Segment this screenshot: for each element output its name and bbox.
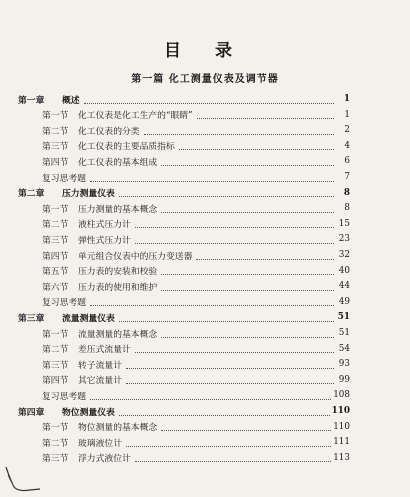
toc-section-row xyxy=(0,420,410,434)
toc-page-number: 110 xyxy=(333,421,350,432)
toc-page-number: 93 xyxy=(338,359,350,370)
toc-page-number: 99 xyxy=(338,374,350,385)
toc-entry-title: 压力测量仪表 xyxy=(62,189,115,200)
toc-section-row xyxy=(0,435,410,449)
toc-page-number: 6 xyxy=(344,156,350,167)
toc-entry-title: 流量测量仪表 xyxy=(62,313,115,324)
dot-leader xyxy=(179,141,334,150)
toc-entry-number: 第三章 xyxy=(18,313,45,324)
toc-section-row xyxy=(0,154,410,168)
toc-entry-title: 流量测量的基本概念 xyxy=(78,329,158,340)
dot-leader xyxy=(135,219,334,228)
dot-leader xyxy=(84,95,334,104)
toc-page-number: 32 xyxy=(338,250,350,260)
dot-leader xyxy=(161,282,334,291)
toc-page-number: 110 xyxy=(331,406,350,416)
toc-section-row xyxy=(0,373,410,387)
dot-leader xyxy=(126,360,334,369)
page-title: 目 录 xyxy=(164,41,246,61)
toc-entry-title: 其它流量计 xyxy=(78,376,122,387)
toc-entry-title: 复习思考题 xyxy=(42,298,86,309)
toc-entry-number: 第一节 xyxy=(42,111,69,122)
toc-entry-number: 第一章 xyxy=(18,95,45,106)
toc-entry-number: 第六节 xyxy=(42,282,69,293)
toc-section-row xyxy=(0,342,410,356)
dot-leader xyxy=(161,266,334,275)
toc-page-number: 111 xyxy=(333,437,350,448)
toc-entry-number: 第三节 xyxy=(42,235,69,246)
toc-page-number: 49 xyxy=(338,296,350,307)
toc-entry-title: 物位测量仪表 xyxy=(62,407,115,418)
toc-review-row xyxy=(0,295,410,309)
dot-leader xyxy=(161,422,331,431)
toc-entry-number: 第三节 xyxy=(42,360,69,371)
toc-page-number: 113 xyxy=(333,452,350,463)
toc-page-number: 108 xyxy=(333,390,350,401)
toc-section-row xyxy=(0,139,410,153)
toc-entry-title: 压力测量的基本概念 xyxy=(78,204,158,215)
dot-leader xyxy=(135,453,331,462)
dot-leader xyxy=(144,126,334,135)
toc-entry-title: 化工仪表的主要品质指标 xyxy=(78,142,175,153)
toc-page-number: 15 xyxy=(338,218,350,229)
toc-entry-number: 第四节 xyxy=(42,376,69,387)
dot-leader xyxy=(135,235,334,244)
toc-section-row xyxy=(0,451,410,465)
toc-page-number: 1 xyxy=(344,109,350,120)
toc-section-row xyxy=(0,357,410,371)
dot-leader xyxy=(90,173,334,182)
toc-page-number: 8 xyxy=(343,187,350,198)
toc-chapter-row xyxy=(0,404,410,418)
toc-page-number: 51 xyxy=(337,312,350,323)
dot-leader xyxy=(161,157,334,166)
toc-section-row xyxy=(0,248,410,262)
toc-chapter-row xyxy=(0,186,410,200)
toc-page-number: 40 xyxy=(338,265,350,276)
toc-entry-title: 单元组合仪表中的压力变送器 xyxy=(78,251,193,262)
toc-section-row xyxy=(0,123,410,137)
dot-leader xyxy=(119,188,334,197)
toc-entry-title: 玻璃液位计 xyxy=(78,438,122,449)
toc-entry-title: 弹性式压力计 xyxy=(78,235,131,246)
toc-entry-title: 压力表的安装和校验 xyxy=(78,267,158,278)
toc-section-row xyxy=(0,326,410,340)
dot-leader xyxy=(90,391,331,400)
toc-entry-title: 物位测量的基本概念 xyxy=(78,423,158,434)
toc-entry-title: 概述 xyxy=(62,95,80,106)
toc-chapter-row xyxy=(0,310,410,324)
dot-leader xyxy=(197,110,334,119)
toc-entry-number: 第四节 xyxy=(42,251,69,262)
toc-entry-number: 第二节 xyxy=(42,345,69,356)
toc-section-row xyxy=(0,201,410,215)
dot-leader xyxy=(196,251,334,260)
toc-entry-number: 第三节 xyxy=(42,454,69,465)
toc-review-row xyxy=(0,388,410,402)
toc-page-number: 51 xyxy=(338,328,350,338)
toc-entry-number: 第二节 xyxy=(42,220,69,231)
toc-page-number: 4 xyxy=(344,140,350,151)
dot-leader xyxy=(161,329,334,338)
dot-leader xyxy=(119,313,334,322)
toc-entry-title: 化工仪表是化工生产的“眼睛” xyxy=(78,111,193,122)
toc-section-row xyxy=(0,217,410,231)
toc-chapter-row xyxy=(0,92,410,106)
toc-review-row xyxy=(0,170,410,184)
toc-entry-title: 差压式流量计 xyxy=(78,345,131,356)
dot-leader xyxy=(161,204,334,213)
toc-page-number: 23 xyxy=(338,234,350,245)
toc-entry-title: 化工仪表的基本组成 xyxy=(78,157,158,168)
toc-entry-title: 复习思考题 xyxy=(42,391,86,402)
toc-entry-title: 化工仪表的分类 xyxy=(78,126,140,137)
toc-entry-title: 压力表的使用和维护 xyxy=(78,282,158,293)
toc-page-number: 7 xyxy=(344,172,350,182)
toc-page-number: 8 xyxy=(344,203,350,214)
toc-entry-title: 复习思考题 xyxy=(42,173,86,184)
toc-section-row xyxy=(0,108,410,122)
dot-leader xyxy=(90,297,334,306)
toc-entry-number: 第一节 xyxy=(42,423,69,434)
toc-page-number: 44 xyxy=(338,281,350,292)
toc-entry-number: 第二节 xyxy=(42,126,69,137)
dot-leader xyxy=(126,375,334,384)
toc-entry-title: 转子流量计 xyxy=(78,360,122,371)
toc-section-row xyxy=(0,279,410,293)
toc-page-number: 1 xyxy=(343,94,350,104)
toc-entry-number: 第五节 xyxy=(42,267,69,278)
toc-entry-title: 浮力式液位计 xyxy=(78,454,131,465)
toc-section-row xyxy=(0,264,410,278)
toc-entry-number: 第二章 xyxy=(18,189,45,200)
toc-entry-number: 第一节 xyxy=(42,204,69,215)
toc-entry-number: 第四节 xyxy=(42,157,69,168)
dot-leader xyxy=(135,344,334,353)
margin-scribble xyxy=(4,465,42,493)
toc-entry-number: 第四章 xyxy=(18,407,45,418)
toc-entry-number: 第三节 xyxy=(42,142,69,153)
toc-entry-title: 液柱式压力计 xyxy=(78,220,131,231)
dot-leader xyxy=(126,438,331,447)
toc-entry-number: 第二节 xyxy=(42,438,69,449)
part-title: 第一篇 化工测量仪表及调节器 xyxy=(131,74,279,85)
toc-page-number: 54 xyxy=(338,343,350,354)
toc-section-row xyxy=(0,232,410,246)
dot-leader xyxy=(119,407,330,416)
toc-entry-number: 第一节 xyxy=(42,329,69,340)
toc-page-number: 2 xyxy=(344,125,350,136)
